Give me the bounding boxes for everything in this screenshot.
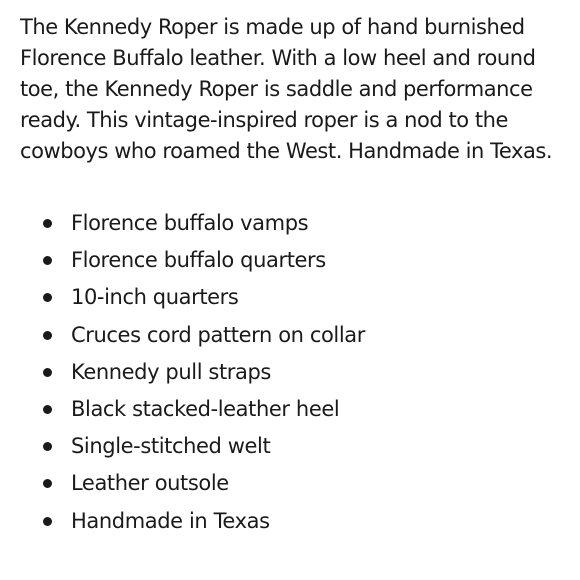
- feature-item: [20, 428, 565, 465]
- feature-item: [20, 391, 565, 428]
- feature-text: Cruces cord pattern on collar: [71, 322, 365, 347]
- feature-list: [20, 205, 565, 540]
- feature-text: Florence buffalo quarters: [71, 248, 326, 273]
- feature-text: Kennedy pull straps: [71, 359, 271, 384]
- feature-text: Single-stitched welt: [71, 434, 271, 459]
- bullet-icon: [43, 293, 52, 302]
- bullet-icon: [43, 442, 52, 451]
- feature-item: [20, 317, 565, 354]
- feature-item: [20, 503, 565, 540]
- product-description: The Kennedy Roper is made up of hand burnished Florence Buffalo leather. With a low heel and round toe, the Kennedy Roper is saddle and performance ready. This vintage-inspired roper is a nod to the cowboys who roamed the West. Handmade in Texas.: [20, 15, 553, 163]
- feature-text: Black stacked-leather heel: [71, 397, 340, 422]
- feature-item: [20, 205, 565, 242]
- feature-text: Leather outsole: [71, 471, 229, 496]
- feature-text: Handmade in Texas: [71, 508, 270, 533]
- bullet-icon: [43, 405, 52, 414]
- feature-item: [20, 354, 565, 391]
- feature-text: 10-inch quarters: [71, 285, 239, 310]
- feature-text: Florence buffalo vamps: [71, 211, 309, 235]
- bullet-icon: [43, 256, 52, 265]
- feature-item: [20, 279, 565, 316]
- bullet-icon: [43, 219, 52, 228]
- feature-item: [20, 465, 565, 502]
- bullet-icon: [43, 368, 52, 377]
- bullet-icon: [43, 479, 52, 488]
- bullet-icon: [43, 517, 52, 526]
- product-details: [20, 12, 565, 540]
- feature-item: [20, 242, 565, 279]
- bullet-icon: [43, 331, 52, 340]
